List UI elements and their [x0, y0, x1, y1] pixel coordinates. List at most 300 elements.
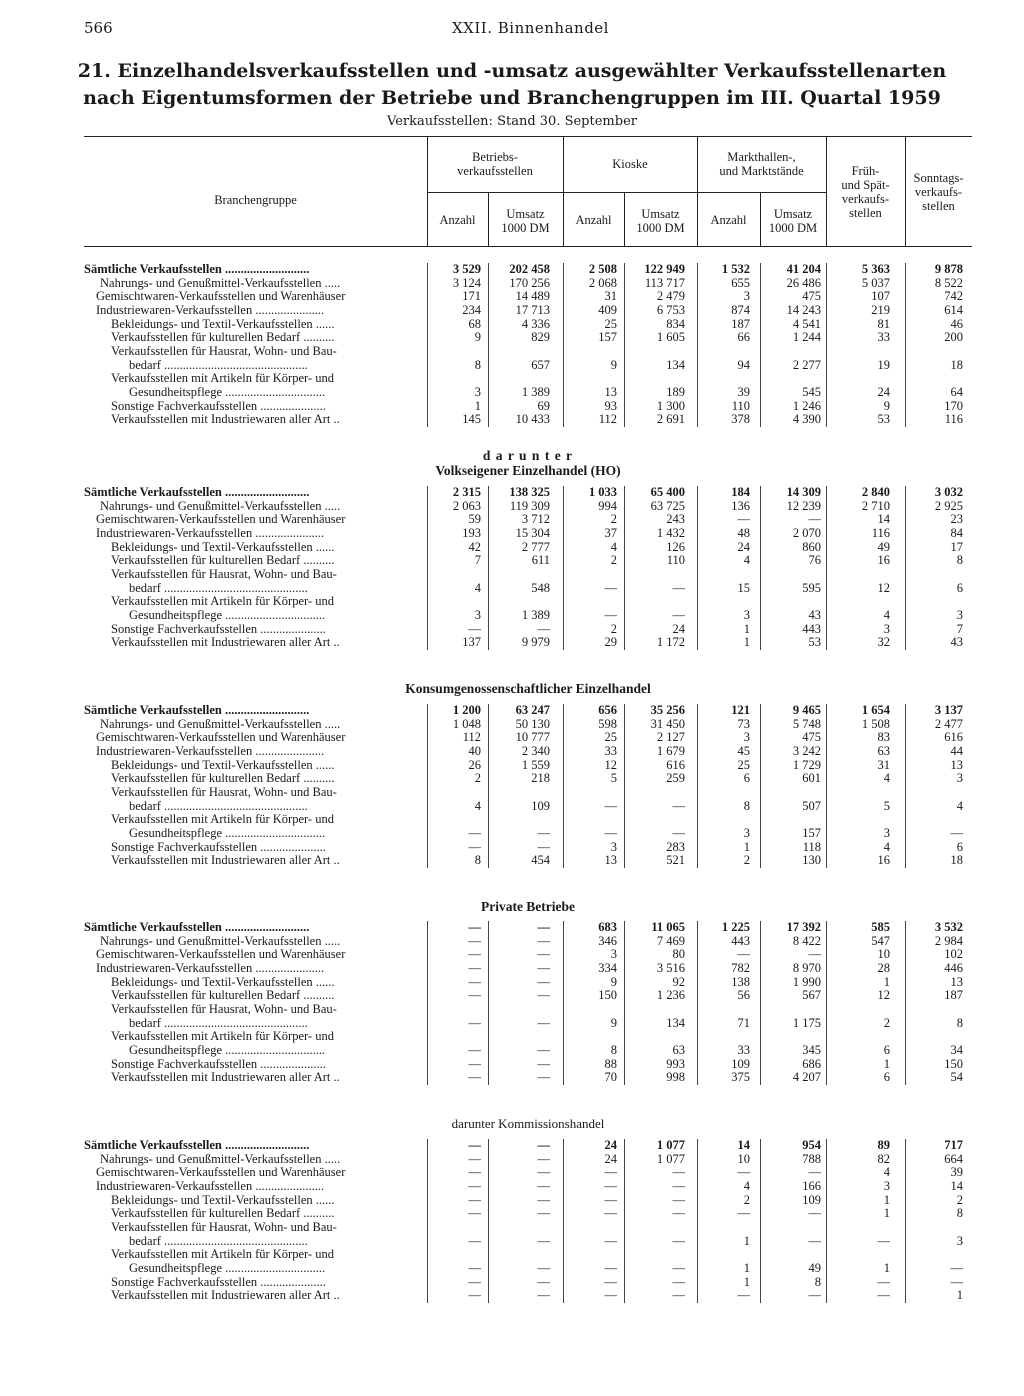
table-cell: 1 [883, 974, 890, 989]
table-cell: 2 063 [452, 498, 481, 513]
table-cell: 2 070 [792, 525, 821, 540]
table-cell: 1 300 [656, 398, 685, 413]
table-cell: 200 [944, 330, 963, 345]
table-cell: 5 363 [861, 262, 890, 276]
table-cell: 1 559 [521, 757, 550, 772]
table-cell: 116 [871, 525, 890, 540]
table-cell: 7 [956, 621, 963, 636]
table-cell: 82 [877, 1151, 890, 1166]
header-anzahl: Anzahl [710, 213, 747, 227]
table-cell: 346 [598, 933, 617, 948]
row-label: Gemischtwaren-Verkaufsstellen und Warenhäuser [96, 1165, 346, 1180]
table-cell: 93 [604, 398, 617, 413]
table-cell: 26 486 [786, 275, 821, 290]
table-cell: — [537, 1206, 550, 1221]
table-cell: 110 [666, 553, 685, 568]
table-cell: — [604, 580, 617, 595]
row-label: Verkaufsstellen mit Industriewaren aller Art .. [111, 853, 340, 868]
table-cell: 9 [610, 1015, 617, 1030]
table-cell: 8 522 [934, 275, 963, 290]
table-cell: — [468, 1138, 481, 1152]
table-cell: 14 489 [515, 289, 550, 304]
table-cell: — [672, 1165, 685, 1180]
table-cell: 53 [808, 635, 821, 650]
row-label: Verkaufsstellen mit Artikeln für Körper- und [111, 812, 334, 827]
table-cell: 24 [877, 384, 890, 399]
table-cell: 2 508 [588, 262, 617, 276]
table-cell: 94 [737, 357, 750, 372]
table-cell: 2 [956, 1192, 963, 1207]
table-cell: 40 [468, 743, 481, 758]
table-cell: — [950, 1274, 963, 1289]
table-cell: 9 979 [521, 635, 550, 650]
row-label: Nahrungs- und Genußmittel-Verkaufsstellen ..... [100, 716, 341, 731]
table-cell: 13 [950, 974, 963, 989]
table-cell: 136 [731, 498, 750, 513]
table-cell: 33 [604, 743, 617, 758]
table-cell: 2 840 [861, 485, 890, 499]
table-cell: — [877, 1274, 890, 1289]
table-cell: — [808, 512, 821, 527]
table-cell: — [808, 1233, 821, 1248]
table-cell: 1 [743, 839, 750, 854]
table-cell: 45 [737, 743, 750, 758]
row-label: Industriewaren-Verkaufsstellen ...................... [96, 743, 325, 758]
table-cell: 788 [802, 1151, 821, 1166]
table-cell: 18 [950, 853, 963, 868]
table-cell: 2 925 [934, 498, 963, 513]
table-cell: 3 124 [452, 275, 481, 290]
table-cell: 829 [531, 330, 550, 345]
table-cell: — [468, 947, 481, 962]
row-label: Verkaufsstellen für Hausrat, Wohn- und Bau- [111, 566, 337, 581]
row-label: Verkaufsstellen mit Industriewaren aller Art .. [111, 635, 340, 650]
table-cell: 4 [883, 1165, 890, 1180]
table-cell: 1 200 [452, 703, 481, 717]
table-cell: — [877, 1233, 890, 1248]
header-frueh-spaet: Früh- und Spät- verkaufs- stellen [841, 164, 890, 220]
table-cell: — [537, 988, 550, 1003]
header-betriebsverkaufsstellen: Betriebs- verkaufsstellen [457, 150, 533, 178]
table-cell: 1 [743, 621, 750, 636]
row-label: Verkaufsstellen für kulturellen Bedarf .......... [111, 771, 335, 786]
table-cell: 4 [883, 771, 890, 786]
table-cell: 4 207 [792, 1070, 821, 1085]
table-cell: — [537, 920, 550, 934]
table-cell: 8 970 [792, 960, 821, 975]
table-cell: 3 [956, 771, 963, 786]
row-label: Sämtliche Verkaufsstellen ........................... [84, 1138, 310, 1152]
table-title-line1: 21. Einzelhandelsverkaufsstellen und -umsatz ausgewählter Verkaufsstellenarten [77, 60, 947, 82]
table-cell: — [468, 621, 481, 636]
table-cell: — [537, 1192, 550, 1207]
table-cell: 742 [944, 289, 963, 304]
table-cell: 63 [672, 1042, 685, 1057]
section-heading: Konsumgenossenschaftlicher Einzelhandel [405, 681, 651, 696]
table-cell: 4 [743, 553, 750, 568]
table-cell: — [808, 1288, 821, 1303]
table-cell: 71 [737, 1015, 750, 1030]
table-cell: 1 [883, 1192, 890, 1207]
table-cell: 3 137 [934, 703, 963, 717]
table-cell: 454 [531, 853, 550, 868]
table-cell: — [537, 933, 550, 948]
table-cell: 28 [877, 960, 890, 975]
table-title-line2: nach Eigentumsformen der Betriebe und Branchengruppen im III. Quartal 1959 [83, 87, 941, 109]
table-cell: 26 [468, 757, 481, 772]
table-cell: 25 [737, 757, 750, 772]
table-cell: 1 [956, 1288, 963, 1303]
table-cell: 834 [666, 316, 685, 331]
table-cell: 6 [883, 1070, 890, 1085]
row-label: Industriewaren-Verkaufsstellen ...................... [96, 960, 325, 975]
row-label: Verkaufsstellen für kulturellen Bedarf .......... [111, 553, 335, 568]
table-cell: 39 [950, 1165, 963, 1180]
row-label: Sonstige Fachverkaufsstellen ..................... [111, 398, 326, 413]
table-cell: 7 [474, 553, 481, 568]
table-cell: 126 [666, 539, 685, 554]
header-divider [563, 137, 564, 246]
table-cell: 2 127 [656, 730, 685, 745]
table-cell: 110 [731, 398, 750, 413]
table-cell: — [537, 825, 550, 840]
table-cell: 138 [731, 974, 750, 989]
table-cell: 3 [743, 289, 750, 304]
header-umsatz: Umsatz 1000 DM [768, 207, 818, 235]
table-cell: 44 [950, 743, 963, 758]
table-cell: — [604, 1192, 617, 1207]
table-cell: 88 [604, 1056, 617, 1071]
table-cell: 664 [944, 1151, 963, 1166]
table-cell: 9 [610, 974, 617, 989]
row-label: bedarf .............................................. [129, 357, 308, 372]
table-cell: 4 541 [792, 316, 821, 331]
table-cell: 3 [474, 607, 481, 622]
row-label: Verkaufsstellen mit Industriewaren aller Art .. [111, 412, 340, 427]
table-cell: — [604, 1206, 617, 1221]
table-cell: 17 713 [515, 302, 550, 317]
table-cell: 259 [666, 771, 685, 786]
header-anzahl: Anzahl [575, 213, 612, 227]
table-cell: — [537, 960, 550, 975]
section-heading-darunter: d a r u n t e r [482, 448, 574, 463]
table-cell: 5 748 [792, 716, 821, 731]
table-cell: 17 392 [786, 920, 821, 934]
table-cell: 43 [808, 607, 821, 622]
table-cell: 1 077 [656, 1138, 685, 1152]
table-cell: 7 469 [656, 933, 685, 948]
table-cell: — [737, 1288, 750, 1303]
table-cell: 9 [883, 398, 890, 413]
table-cell: 187 [944, 988, 963, 1003]
table-cell: 657 [531, 357, 550, 372]
table-cell: 219 [871, 302, 890, 317]
table-cell: 50 130 [515, 716, 550, 731]
table-cell: 32 [877, 635, 890, 650]
table-cell: 3 032 [934, 485, 963, 499]
table-cell: — [537, 621, 550, 636]
table-cell: 611 [531, 553, 550, 568]
table-cell: 2 340 [521, 743, 550, 758]
table-cell: 170 256 [509, 275, 550, 290]
row-label: Nahrungs- und Genußmittel-Verkaufsstellen ..... [100, 1151, 341, 1166]
table-cell: 25 [604, 316, 617, 331]
table-cell: 1 990 [792, 974, 821, 989]
table-cell: 860 [802, 539, 821, 554]
table-cell: 2 068 [588, 275, 617, 290]
row-label: Gesundheitspflege ................................ [129, 384, 326, 399]
table-cell: 66 [737, 330, 750, 345]
table-cell: 69 [537, 398, 550, 413]
table-cell: — [468, 1015, 481, 1030]
table-cell: — [468, 1178, 481, 1193]
table-cell: 2 [610, 553, 617, 568]
table-cell: 1 508 [861, 716, 890, 731]
table-cell: — [672, 580, 685, 595]
table-cell: 3 516 [656, 960, 685, 975]
table-cell: 24 [604, 1151, 617, 1166]
table-cell: — [537, 1056, 550, 1071]
table-cell: 1 389 [521, 607, 550, 622]
table-cell: — [672, 798, 685, 813]
table-cell: — [468, 960, 481, 975]
table-cell: — [604, 1288, 617, 1303]
row-label: Gemischtwaren-Verkaufsstellen und Warenhäuser [96, 730, 346, 745]
row-label: Industriewaren-Verkaufsstellen ...................... [96, 1178, 325, 1193]
table-cell: — [808, 1165, 821, 1180]
table-cell: 64 [950, 384, 963, 399]
section-heading: Volkseigener Einzelhandel (HO) [435, 463, 621, 478]
table-cell: 717 [944, 1138, 963, 1152]
table-cell: 2 [883, 1015, 890, 1030]
table-cell: 33 [877, 330, 890, 345]
table-cell: — [672, 825, 685, 840]
table-cell: 1 532 [721, 262, 750, 276]
table-cell: 2 479 [656, 289, 685, 304]
row-label: Sämtliche Verkaufsstellen ........................... [84, 262, 310, 276]
table-cell: 23 [950, 512, 963, 527]
table-cell: 25 [604, 730, 617, 745]
table-cell: 48 [737, 525, 750, 540]
table-cell: — [468, 920, 481, 934]
row-label: Bekleidungs- und Textil-Verkaufsstellen ...... [111, 539, 335, 554]
table-cell: — [468, 1165, 481, 1180]
table-cell: 8 422 [792, 933, 821, 948]
table-cell: 187 [731, 316, 750, 331]
row-label: bedarf .............................................. [129, 1015, 308, 1030]
table-cell: 3 242 [792, 743, 821, 758]
table-cell: 2 691 [656, 412, 685, 427]
table-cell: 567 [802, 988, 821, 1003]
table-cell: 2 777 [521, 539, 550, 554]
row-label: bedarf .............................................. [129, 580, 308, 595]
row-label: Bekleidungs- und Textil-Verkaufsstellen ...... [111, 757, 335, 772]
table-cell: 14 243 [786, 302, 821, 317]
table-cell: 31 [877, 757, 890, 772]
table-cell: — [468, 1042, 481, 1057]
table-cell: 1 246 [792, 398, 821, 413]
row-label: Sonstige Fachverkaufsstellen ..................... [111, 839, 326, 854]
table-cell: 3 [743, 607, 750, 622]
table-cell: 31 [604, 289, 617, 304]
table-cell: — [537, 974, 550, 989]
table-cell: 8 [956, 553, 963, 568]
table-cell: 6 [743, 771, 750, 786]
table-cell: 1 605 [656, 330, 685, 345]
table-cell: 1 679 [656, 743, 685, 758]
row-label: Verkaufsstellen für kulturellen Bedarf .......... [111, 988, 335, 1003]
table-cell: 3 529 [452, 262, 481, 276]
table-cell: 63 247 [515, 703, 550, 717]
running-head: XXII. Binnenhandel [452, 19, 609, 37]
table-cell: 134 [666, 1015, 685, 1030]
table-cell: 70 [604, 1070, 617, 1085]
table-cell: 76 [808, 553, 821, 568]
table-cell: 6 753 [656, 302, 685, 317]
table-cell: 112 [598, 412, 617, 427]
table-cell: — [537, 1042, 550, 1057]
table-cell: 189 [666, 384, 685, 399]
table-cell: 102 [944, 947, 963, 962]
table-cell: — [672, 1274, 685, 1289]
table-cell: 113 717 [644, 275, 685, 290]
table-cell: 9 [610, 357, 617, 372]
table-cell: — [537, 1015, 550, 1030]
table-cell: — [537, 1151, 550, 1166]
header-umsatz: Umsatz 1000 DM [501, 207, 550, 235]
table-cell: 18 [950, 357, 963, 372]
table-cell: 137 [462, 635, 481, 650]
table-cell: 1 432 [656, 525, 685, 540]
table-cell: 134 [666, 357, 685, 372]
table-cell: 3 [883, 621, 890, 636]
table-cell: — [672, 607, 685, 622]
header-branchengruppe: Branchengruppe [214, 193, 297, 207]
table-cell: — [737, 947, 750, 962]
table-cell: 548 [531, 580, 550, 595]
table-cell: 56 [737, 988, 750, 1003]
table-cell: 2 477 [934, 716, 963, 731]
table-cell: 46 [950, 316, 963, 331]
header-bottom-rule [84, 246, 972, 247]
table-cell: 1 [883, 1206, 890, 1221]
header-kioske: Kioske [612, 157, 648, 171]
table-cell: 109 [731, 1056, 750, 1071]
table-cell: 8 [474, 357, 481, 372]
table-cell: 1 [743, 635, 750, 650]
table-cell: 9 465 [792, 703, 821, 717]
table-cell: 5 [610, 771, 617, 786]
table-cell: 1 [883, 1056, 890, 1071]
table-cell: — [672, 1260, 685, 1275]
table-cell: — [604, 1260, 617, 1275]
table-cell: 34 [950, 1042, 963, 1057]
table-cell: 2 277 [792, 357, 821, 372]
table-cell: 1 654 [861, 703, 890, 717]
table-cell: 24 [737, 539, 750, 554]
table-cell: 118 [802, 839, 821, 854]
table-cell: 4 [610, 539, 617, 554]
table-cell: 157 [598, 330, 617, 345]
table-cell: 145 [462, 412, 481, 427]
table-cell: 35 256 [650, 703, 685, 717]
table-cell: — [604, 607, 617, 622]
table-cell: 998 [666, 1070, 685, 1085]
table-cell: 53 [877, 412, 890, 427]
table-cell: — [808, 947, 821, 962]
table-cell: 170 [944, 398, 963, 413]
table-cell: 1 244 [792, 330, 821, 345]
row-label: Verkaufsstellen für Hausrat, Wohn- und Bau- [111, 1001, 337, 1016]
table-cell: 16 [877, 553, 890, 568]
table-cell: 218 [531, 771, 550, 786]
table-cell: 4 336 [521, 316, 550, 331]
table-cell: — [537, 1138, 550, 1152]
table-cell: 4 [743, 1178, 750, 1193]
table-cell: — [537, 839, 550, 854]
table-cell: 31 450 [650, 716, 685, 731]
table-cell: 3 712 [521, 512, 550, 527]
table-cell: 4 [883, 839, 890, 854]
table-cell: 1 048 [452, 716, 481, 731]
row-label: Sämtliche Verkaufsstellen ........................... [84, 485, 310, 499]
table-cell: — [537, 1165, 550, 1180]
table-cell: 2 [743, 1192, 750, 1207]
table-cell: 184 [731, 485, 750, 499]
table-cell: 109 [802, 1192, 821, 1207]
table-cell: — [877, 1288, 890, 1303]
table-cell: — [468, 1056, 481, 1071]
row-label: Gesundheitspflege ................................ [129, 1260, 326, 1275]
table-cell: 598 [598, 716, 617, 731]
row-label: Bekleidungs- und Textil-Verkaufsstellen ...... [111, 1192, 335, 1207]
row-label: Sämtliche Verkaufsstellen ........................... [84, 703, 310, 717]
row-label: Verkaufsstellen mit Artikeln für Körper- und [111, 594, 334, 609]
row-label: Verkaufsstellen für Hausrat, Wohn- und Bau- [111, 343, 337, 358]
row-label: Nahrungs- und Genußmittel-Verkaufsstellen ..... [100, 275, 341, 290]
table-cell: 545 [802, 384, 821, 399]
header-umsatz: Umsatz 1000 DM [636, 207, 685, 235]
table-cell: 150 [944, 1056, 963, 1071]
row-label: bedarf .............................................. [129, 1233, 308, 1248]
table-cell: 1 389 [521, 384, 550, 399]
table-cell: 9 [474, 330, 481, 345]
table-cell: 443 [802, 621, 821, 636]
table-cell: 12 [877, 988, 890, 1003]
row-label: Verkaufsstellen mit Artikeln für Körper- und [111, 1029, 334, 1044]
table-cell: 92 [672, 974, 685, 989]
table-cell: 119 309 [509, 498, 550, 513]
table-cell: — [468, 1070, 481, 1085]
table-cell: 2 [610, 512, 617, 527]
table-cell: 8 [814, 1274, 821, 1289]
table-cell: — [468, 1233, 481, 1248]
table-cell: — [604, 1233, 617, 1248]
table-cell: 109 [531, 798, 550, 813]
table-cell: 14 [877, 512, 890, 527]
table-cell: 8 [956, 1206, 963, 1221]
table-cell: 585 [871, 920, 890, 934]
table-cell: — [950, 1260, 963, 1275]
table-cell: 443 [731, 933, 750, 948]
table-cell: 3 [610, 947, 617, 962]
row-label: Bekleidungs- und Textil-Verkaufsstellen ...... [111, 316, 335, 331]
table-cell: — [604, 1178, 617, 1193]
table-cell: — [468, 1288, 481, 1303]
table-cell: 5 [883, 798, 890, 813]
table-cell: 89 [877, 1138, 890, 1152]
row-label: Verkaufsstellen für kulturellen Bedarf .......... [111, 330, 335, 345]
